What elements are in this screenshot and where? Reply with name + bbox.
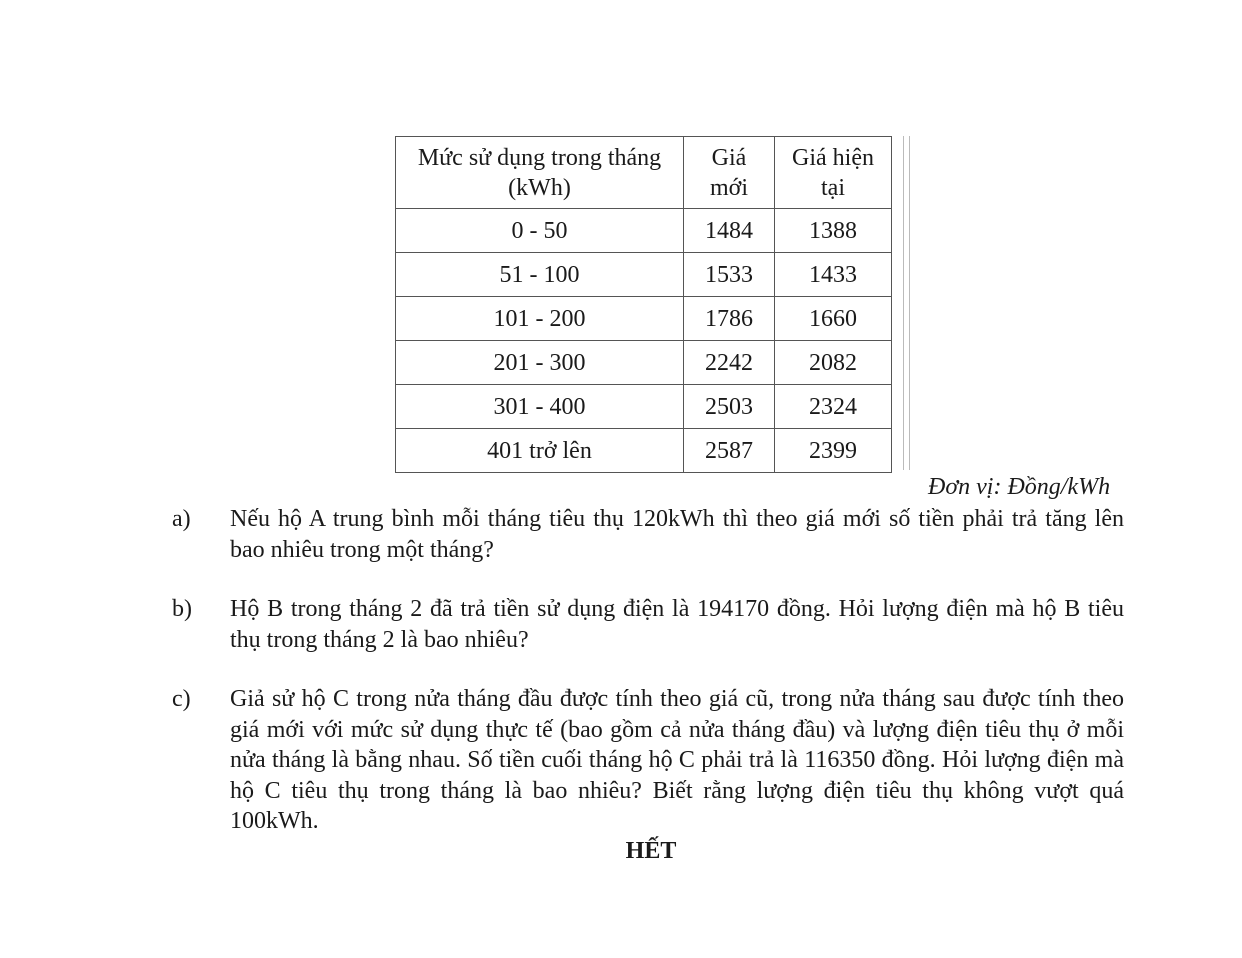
question-b-text: Hộ B trong tháng 2 đã trả tiền sử dụng điện là 194170 đồng. Hỏi lượng điện mà hộ B tiêu thụ trong tháng 2 là bao nhiêu? xyxy=(230,596,1124,653)
cell-new-price: 1786 xyxy=(684,297,775,341)
table-header-row xyxy=(396,137,892,209)
table-edge-divider xyxy=(903,136,910,470)
table-row xyxy=(396,297,892,341)
cell-current-price: 2399 xyxy=(775,429,892,473)
header-new-price-line-2: mới xyxy=(709,175,749,201)
cell-new-price: 2242 xyxy=(684,341,775,385)
cell-usage: 401 trở lên xyxy=(396,429,684,473)
header-usage-level xyxy=(396,137,684,209)
question-b-label: b) xyxy=(172,596,192,622)
cell-usage: 0 - 50 xyxy=(396,209,684,253)
cell-new-price: 2587 xyxy=(684,429,775,473)
end-marker: HẾT xyxy=(625,838,677,864)
header-usage-line-1: Mức sử dụng trong tháng xyxy=(417,145,662,171)
cell-current-price: 2324 xyxy=(775,385,892,429)
table-row xyxy=(396,209,892,253)
question-c-label: c) xyxy=(172,686,191,712)
table-row xyxy=(396,253,892,297)
header-current-price-line-2: tại xyxy=(821,175,845,201)
header-new-price xyxy=(684,137,775,209)
cell-new-price: 2503 xyxy=(684,385,775,429)
header-new-price-line-1: Giá xyxy=(711,145,747,171)
cell-current-price: 1388 xyxy=(775,209,892,253)
cell-usage: 201 - 300 xyxy=(396,341,684,385)
cell-usage: 51 - 100 xyxy=(396,253,684,297)
cell-current-price: 1433 xyxy=(775,253,892,297)
cell-usage: 301 - 400 xyxy=(396,385,684,429)
question-a-text: Nếu hộ A trung bình mỗi tháng tiêu thụ 120kWh thì theo giá mới số tiền phải trả tăng lên bao nhiêu trong một tháng? xyxy=(230,506,1124,563)
header-current-price-line-1: Giá hiện xyxy=(792,145,874,171)
header-current-price xyxy=(775,137,892,209)
cell-current-price: 1660 xyxy=(775,297,892,341)
table-row xyxy=(396,429,892,473)
table-row xyxy=(396,385,892,429)
cell-usage: 101 - 200 xyxy=(396,297,684,341)
question-a-label: a) xyxy=(172,506,191,532)
header-usage-line-2: (kWh) xyxy=(508,175,571,201)
price-table-container xyxy=(395,136,892,473)
table-row xyxy=(396,341,892,385)
unit-note: Đơn vị: Đồng/kWh xyxy=(928,474,1111,500)
cell-new-price: 1484 xyxy=(684,209,775,253)
cell-current-price: 2082 xyxy=(775,341,892,385)
question-c-text: Giả sử hộ C trong nửa tháng đầu được tính theo giá cũ, trong nửa tháng sau được tính theo giá mới với mức sử dụng thực tế (bao gồm cả nửa tháng đầu) và lượng điện tiêu thụ ở mỗi nửa tháng là bằng nhau. Số tiền cuối tháng hộ C phải trả là 116350 đồng. Hỏi lượng điện mà hộ C tiêu thụ trong tháng là bao nhiêu? Biết rằng lượng điện tiêu thụ không vượt quá 100kWh. xyxy=(230,686,1124,834)
cell-new-price: 1533 xyxy=(684,253,775,297)
electricity-price-table xyxy=(395,136,892,473)
